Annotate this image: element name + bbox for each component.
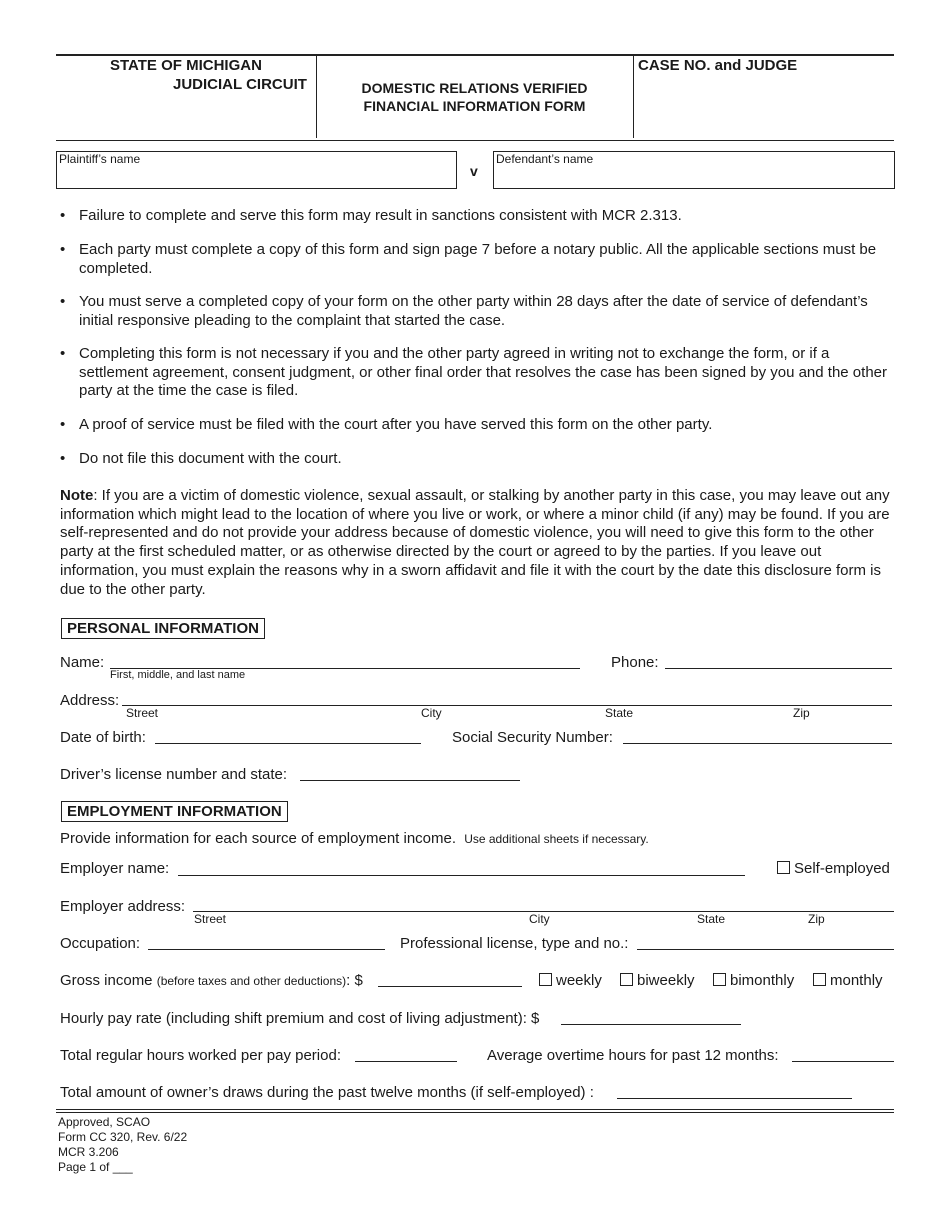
instruction-4: Completing this form is not necessary if you and the other party agreed in writing not to exchange the form, or if a settlement agreement, consent judgment, or other final order that resolves the case has been signed by you and the other party at the time the case is filed. [79,345,887,399]
form-title-line1: DOMESTIC RELATIONS VERIFIED [361,80,588,96]
note-text: : If you are a victim of domestic violence, sexual assault, or stalking by another party in this case, you may leave out any information which might lead to the location of where you live or work, or where a minor child (if any) may be found. If you are self-represented and do not provide your address because of domestic violence, you will need to give this form to the other party at the first scheduled matter, or as otherwise directed by the court or agreed to by the parties. If you leave out information, you must explain the reasons why in a sworn affidavit and file it with the court by the date this disclosure form is due to the other party. [60,487,890,598]
form-title-line2: FINANCIAL INFORMATION FORM [363,98,586,114]
state-label: STATE OF MICHIGAN [110,57,262,74]
versus-label: v [470,163,478,179]
address-city-label: City [421,706,442,720]
gross-income-suffix: : $ [346,972,363,989]
instruction-6: Do not file this document with the court. [79,450,342,467]
biweekly-label: biweekly [637,972,695,989]
hourly-rate-input[interactable] [561,1024,741,1025]
footer-form: Form CC 320, Rev. 6/22 [58,1130,188,1144]
employment-intro-text: Provide information for each source of employment income. [60,830,457,847]
weekly-checkbox[interactable] [539,973,552,986]
name-label: Name: [60,654,105,671]
gross-income-text: Gross income [60,972,153,989]
occupation-input[interactable] [148,949,385,950]
regular-hours-label: Total regular hours worked per pay period: [60,1047,341,1064]
footer-page: Page 1 of ___ [58,1160,133,1174]
note-label: Note [60,487,94,504]
defendant-name-field[interactable] [493,151,895,189]
owners-draws-input[interactable] [617,1098,852,1099]
instruction-1: Failure to complete and serve this form may result in sanctions consistent with MCR 2.313. [79,207,682,224]
hourly-rate-label: Hourly pay rate (including shift premium and cost of living adjustment): $ [60,1010,540,1027]
instruction-5: A proof of service must be filed with the court after you have served this form on the other party. [79,416,713,433]
bullet-2: • [60,241,66,258]
bimonthly-checkbox[interactable] [713,973,726,986]
bullet-3: • [60,293,66,310]
monthly-label: monthly [830,972,883,989]
employer-name-input[interactable] [178,875,745,876]
address-input[interactable] [122,705,892,706]
self-employed-label: Self-employed [794,860,890,877]
circuit-label: JUDICIAL CIRCUIT [173,76,307,93]
footer-approved: Approved, SCAO [58,1115,151,1129]
instruction-2: Each party must complete a copy of this form and sign page 7 before a notary public. All the applicable sections must be completed. [79,241,877,277]
employer-address-label: Employer address: [60,898,186,915]
address-state-label: State [605,706,634,720]
bimonthly-label: bimonthly [730,972,795,989]
employment-intro [60,830,649,847]
dob-input[interactable] [155,743,421,744]
case-no-label: CASE NO. and JUDGE [638,57,798,74]
gross-income-label [60,972,363,989]
weekly-label: weekly [556,972,602,989]
address-zip-label: Zip [793,706,810,720]
gross-income-input[interactable] [378,986,522,987]
bullet-4: • [60,345,66,362]
gross-income-small: (before taxes and other deductions) [156,974,347,988]
employment-intro-small: Use additional sheets if necessary. [464,832,649,846]
drivers-license-input[interactable] [300,780,520,781]
footer-rule [56,1109,894,1113]
license-label: Professional license, type and no.: [400,935,629,952]
ssn-label: Social Security Number: [452,729,613,746]
employment-info-title: EMPLOYMENT INFORMATION [61,801,288,822]
dob-label: Date of birth: [60,729,146,746]
owners-draws-label: Total amount of owner’s draws during the past twelve months (if self-employed) : [60,1084,594,1101]
employer-city-label: City [529,912,550,926]
employer-street-label: Street [194,912,227,926]
phone-label: Phone: [611,654,659,671]
employer-name-label: Employer name: [60,860,170,877]
bullet-5: • [60,416,66,433]
header-divider-1 [316,56,317,138]
drivers-license-label: Driver’s license number and state: [60,766,288,783]
address-label: Address: [60,692,120,709]
overtime-hours-label: Average overtime hours for past 12 months: [487,1047,779,1064]
note-paragraph [60,487,898,599]
biweekly-checkbox[interactable] [620,973,633,986]
overtime-hours-input[interactable] [792,1061,894,1062]
license-input[interactable] [637,949,894,950]
phone-input[interactable] [665,668,892,669]
address-street-label: Street [126,706,159,720]
instruction-3: You must serve a completed copy of your form on the other party within 28 days after the date of service of defendant’s initial responsive pleading to the complaint that started the case. [79,293,868,329]
monthly-checkbox[interactable] [813,973,826,986]
header-divider-2 [633,56,634,138]
plaintiff-name-label: Plaintiff’s name [59,152,141,166]
employer-state-label: State [697,912,726,926]
defendant-name-label: Defendant’s name [496,152,594,166]
ssn-input[interactable] [623,743,892,744]
self-employed-checkbox[interactable] [777,861,790,874]
regular-hours-input[interactable] [355,1061,457,1062]
employer-zip-label: Zip [808,912,825,926]
personal-info-title: PERSONAL INFORMATION [61,618,265,639]
name-sublabel: First, middle, and last name [110,669,246,681]
plaintiff-name-field[interactable] [56,151,457,189]
bullet-6: • [60,450,66,467]
footer-mcr: MCR 3.206 [58,1145,119,1159]
occupation-label: Occupation: [60,935,141,952]
bullet-1: • [60,207,66,224]
